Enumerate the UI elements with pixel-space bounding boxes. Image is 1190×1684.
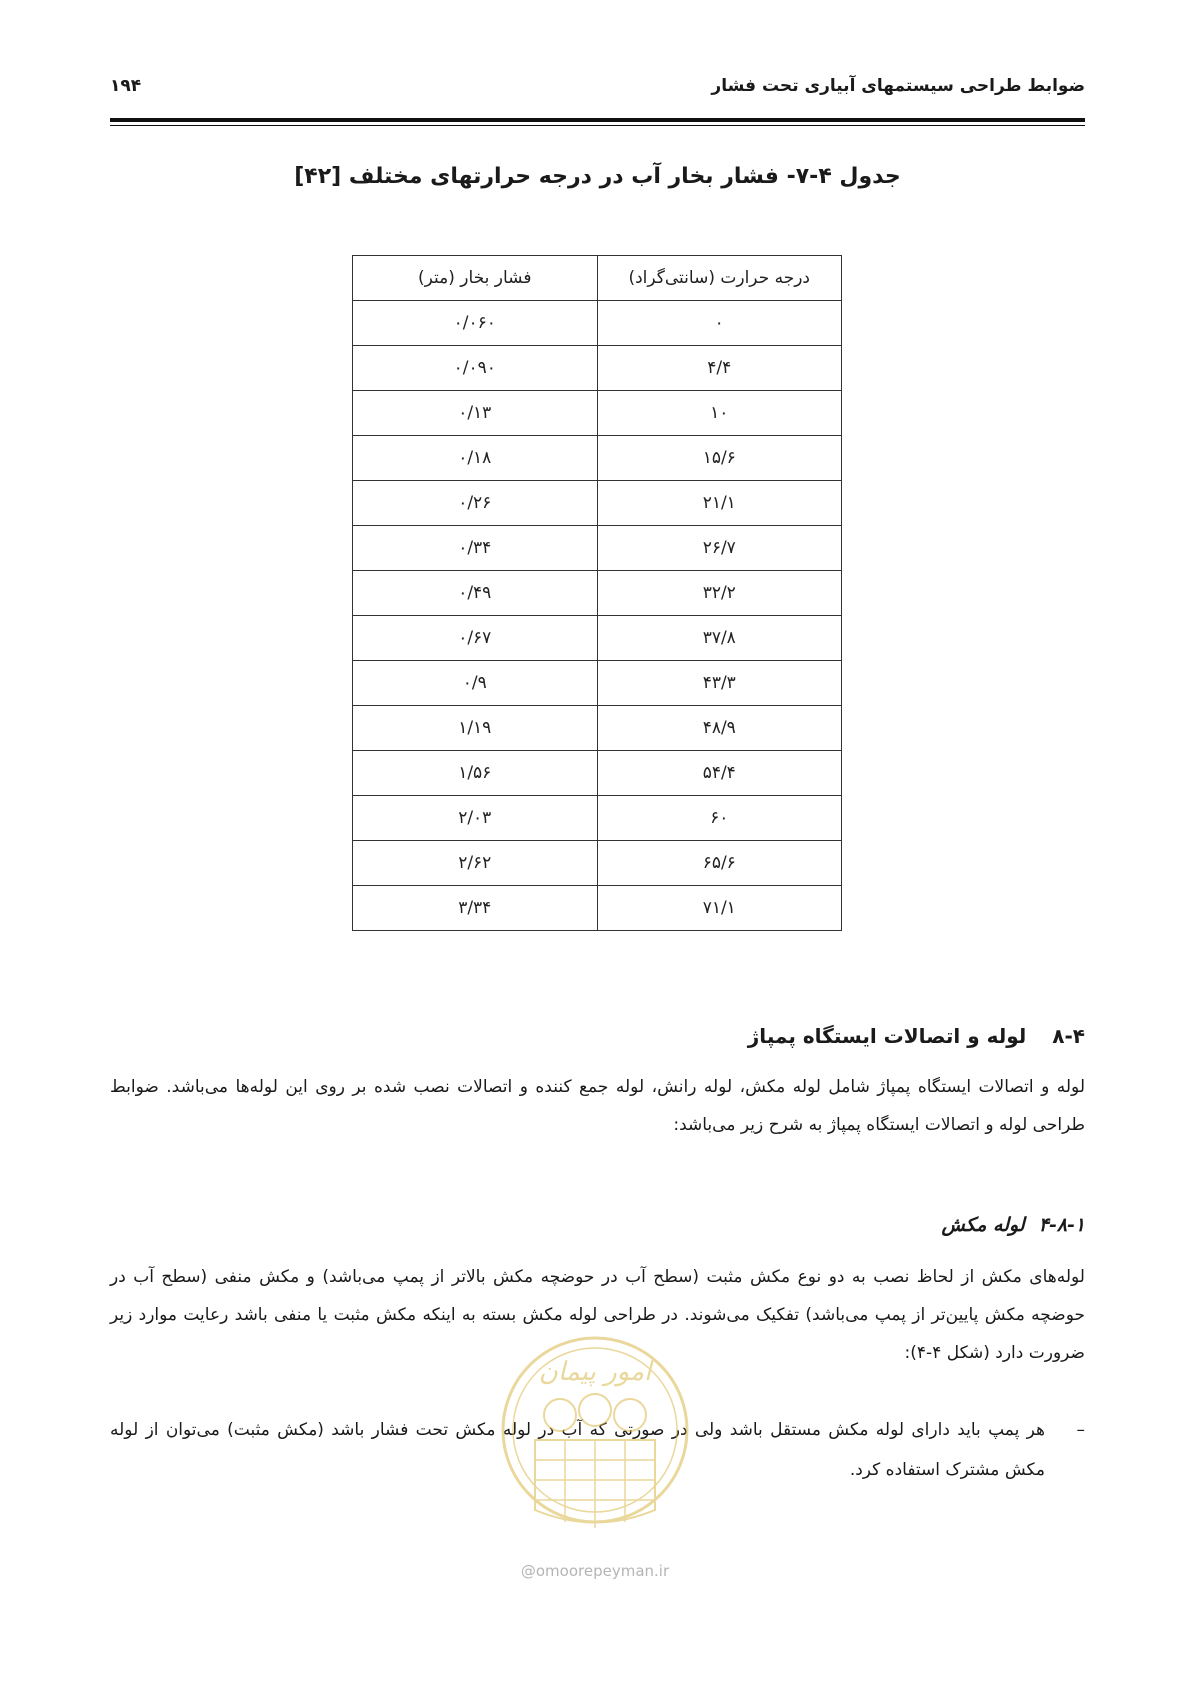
table-row [353, 481, 842, 526]
table-row [353, 346, 842, 391]
subsection-heading [942, 1214, 1085, 1236]
table-row [353, 301, 842, 346]
temperature-cell: ۳۲/۲ [597, 571, 842, 616]
table-row [353, 616, 842, 661]
temperature-cell: ۲۱/۱ [597, 481, 842, 526]
running-title: ضوابط طراحی سیستمهای آبیاری تحت فشار [711, 76, 1085, 96]
pressure-cell: ۰/۳۴ [353, 526, 598, 571]
pressure-cell: ۰/۱۳ [353, 391, 598, 436]
pressure-cell: ۳/۳۴ [353, 886, 598, 931]
pressure-cell: ۲/۰۳ [353, 796, 598, 841]
pressure-cell: ۰/۲۶ [353, 481, 598, 526]
watermark-logo [495, 1310, 695, 1550]
temperature-cell: ۴۳/۳ [597, 661, 842, 706]
pressure-cell: ۱/۵۶ [353, 751, 598, 796]
temperature-cell: ۰ [597, 301, 842, 346]
subsection-number: ۴-۸-۱ [1038, 1214, 1085, 1236]
subsection-paragraph: لوله‌های مکش از لحاظ نصب به دو نوع مکش مثبت (سطح آب در حوضچه مکش بالاتر از پمپ می‌باشد) و مکش منفی (سطح آب در حوضچه مکش پایین‌تر از پمپ می‌باشد) تفکیک می‌شوند. در طراحی لوله مکش بسته به اینکه مکش مثبت یا منفی باشد رعایت موارد زیر ضرورت دارد (شکل ۴-۴): [110, 1267, 1085, 1363]
column-header-vapor-pressure: فشار بخار (متر) [353, 256, 598, 301]
section-title: لوله و اتصالات ایستگاه پمپاژ [747, 1024, 1027, 1048]
table-row [353, 751, 842, 796]
header-rule-thick [110, 118, 1085, 122]
bullet-text: هر پمپ باید دارای لوله مکش مستقل باشد ولی در صورتی که آب در لوله مکش تحت فشار باشد (مکش مثبت) می‌توان از لوله مکش مشترک استفاده کرد. [110, 1420, 1045, 1480]
temperature-cell: ۱۰ [597, 391, 842, 436]
pressure-cell: ۰/۶۷ [353, 616, 598, 661]
pressure-cell: ۱/۱۹ [353, 706, 598, 751]
table-row [353, 571, 842, 616]
table-row [353, 526, 842, 571]
temperature-cell: ۴۸/۹ [597, 706, 842, 751]
section-heading [748, 1024, 1085, 1048]
table-caption: جدول ۴-۷- فشار بخار آب در درجه حرارتهای مختلف [۴۲] [294, 164, 901, 189]
temperature-cell: ۲۶/۷ [597, 526, 842, 571]
pressure-cell: ۰/۹ [353, 661, 598, 706]
watermark-url: @omoorepeyman.ir [520, 1562, 670, 1580]
table-row [353, 661, 842, 706]
table-row [353, 391, 842, 436]
pressure-cell: ۰/۴۹ [353, 571, 598, 616]
pressure-cell: ۲/۶۲ [353, 841, 598, 886]
section-paragraph: لوله و اتصالات ایستگاه پمپاژ شامل لوله مکش، لوله رانش، لوله جمع کننده و اتصالات نصب شده بر روی این لوله‌ها می‌باشد. ضوابط طراحی لوله و اتصالات ایستگاه پمپاژ به شرح زیر می‌باشد: [110, 1077, 1085, 1135]
section-number: ۸-۴ [1052, 1024, 1085, 1048]
temperature-cell: ۷۱/۱ [597, 886, 842, 931]
table-row [353, 706, 842, 751]
page-number: ۱۹۴ [110, 76, 142, 96]
table-header-row [353, 256, 842, 301]
temperature-cell: ۱۵/۶ [597, 436, 842, 481]
table-row [353, 796, 842, 841]
subsection-title: لوله مکش [941, 1214, 1025, 1236]
column-header-temperature: درجه حرارت (سانتی‌گراد) [597, 256, 842, 301]
table-row [353, 436, 842, 481]
watermark-logo-text: امور پیمان [538, 1357, 652, 1387]
table-row [353, 886, 842, 931]
pressure-cell: ۰/۰۶۰ [353, 301, 598, 346]
vapor-pressure-table [352, 255, 842, 931]
temperature-cell: ۶۵/۶ [597, 841, 842, 886]
temperature-cell: ۵۴/۴ [597, 751, 842, 796]
pressure-cell: ۰/۱۸ [353, 436, 598, 481]
pressure-cell: ۰/۰۹۰ [353, 346, 598, 391]
temperature-cell: ۴/۴ [597, 346, 842, 391]
temperature-cell: ۳۷/۸ [597, 616, 842, 661]
temperature-cell: ۶۰ [597, 796, 842, 841]
running-header [110, 76, 1085, 106]
header-rule-thin [110, 125, 1085, 126]
table-row [353, 841, 842, 886]
bullet-dash: – [1076, 1420, 1085, 1440]
